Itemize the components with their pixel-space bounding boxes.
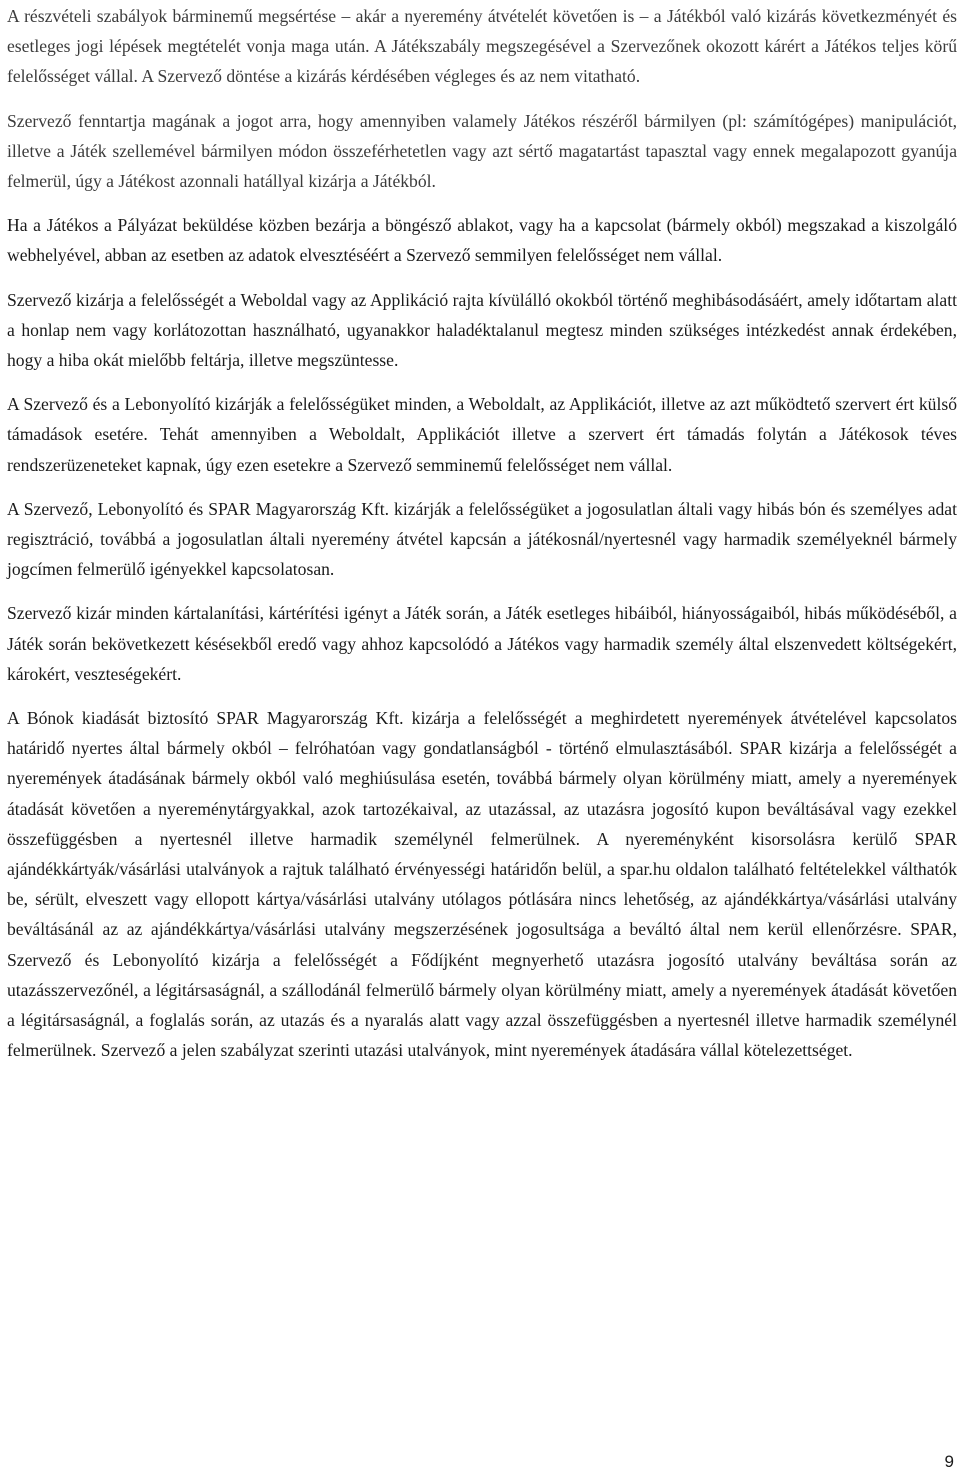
paragraph-browser-close: Ha a Játékos a Pályázat beküldése közben bezárja a böngésző ablakot, vagy ha a kapcsolat (bármely okból) megszakad a kiszolgáló webhelyével, abban az esetben az adatok elvesztéséért a Szervező semmilyen felelősséget nem vállal. — [7, 215, 957, 266]
paragraph-external-attacks: A Szervező és a Lebonyolító kizárják a felelősségüket minden, a Weboldalt, az Applikációt, illetve az azt működtető szervert ért külső támadások esetére. Tehát amennyiben a Weboldalt, Applikációt illetve a szervert ért támadás folytán a Játékosok téves rendszerüzeneteket kapnak, úgy ezen esetekre a Szervező semminemű felelősséget nem vállal. — [7, 394, 957, 475]
paragraph-website-failure: Szervező kizárja a felelősségét a Weboldal vagy az Applikáció rajta kívülálló okokból történő meghibásodásáért, amely időtartam alatt a honlap nem vagy korlátozottan használható, ugyanakkor haladéktalanul megtesz minden szükséges intézkedést annak érdekében, hogy a hiba okát mielőbb feltárja, illetve megszüntesse. — [7, 289, 957, 371]
document-page — [7, 1, 957, 1080]
paragraph-exclusion-rules: A részvételi szabályok bárminemű megsértése – akár a nyeremény átvételét követően is – a Játékból való kizárás következményét és esetleges jogi lépések megtételét vonja maga után. A Játékszabály megszegésével a Szervezőnek okozott kárért a Játékos teljes körű felelősséget vállal. A Szervező döntése a kizárás kérdésében végleges és az nem vitatható. — [7, 6, 957, 87]
page-number: 9 — [944, 1452, 954, 1471]
paragraph-spar-liability: A Bónok kiadását biztosító SPAR Magyarország Kft. kizárja a felelősségét a meghirdetett nyeremények átvételével kapcsolatos határidő nyertes által bármely okból – felróhatóan vagy gondatlanságból - történő elmulasztásából. SPAR kizárja a felelősségét a nyeremények átadásának bármely okból való meghiúsulása esetén, továbbá bármely olyan körülmény miatt, amely a nyeremények átadását követően a nyereménytárgyakkal, azok tartozékaival, az utazással, az utazásra jogosító kupon beváltásával vagy ezekkel összefüggésben a nyertesnél illetve harmadik személynél felmerülnek. A nyereményként kisorsolásra kerülő SPAR ajándékkártyák/vásárlási utalványok a rajtuk található érvényességi határidőn belül, a spar.hu oldalon található feltételekkel válthatók be, sérült, elveszett vagy ellopott kártya/vásárlási utalvány utólagos pótlására nincs lehetőség, az ajándékkártya/vásárlási utalvány beváltásánál az az ajándékkártya/vásárlási utalvány megszerzésének jogosultsága a beváltó által nem kerül ellenőrzésre. SPAR, Szervező és Lebonyolító kizárja a felelősségét a Fődíjként megnyerhető utazásra jogosító utalvány beváltása során az utazásszervezőnél, a légitársaságnál, a szállodánál felmerülő bármely olyan körülmény miatt, amely a nyeremények átadását követően a légitársaságnál, a foglalás során, az utazás és a nyaralás alatt vagy azzal összefüggésben a nyertesnél illetve harmadik személynél felmerülnek. Szervező a jelen szabályzat szerinti utazási utalványok, mint nyeremények átadására vállal kötelezettséget. — [7, 708, 957, 1061]
paragraph-compensation-claims: Szervező kizár minden kártalanítási, kártérítési igényt a Játék során, a Játék esetleges hibáiból, hiányosságaiból, hibás működéséből, a Játék során bekövetkezett késésekből eredő vagy ahhoz kapcsolódó a Játékos vagy harmadik személy által elszenvedett költségekért, károkért, veszteségekért. — [7, 603, 957, 684]
paragraph-unauthorized-registration: A Szervező, Lebonyolító és SPAR Magyarország Kft. kizárják a felelősségüket a jogosulatlan általi vagy hibás bón és személyes adat regisztráció, továbbá a jogosulatlan általi nyeremény átvétel kapcsán a játékosnál/nyertesnél vagy harmadik személyeknél bármely jogcímen felmerülő igényekkel kapcsolatosan. — [7, 498, 957, 580]
paragraph-manipulation: Szervező fenntartja magának a jogot arra, hogy amennyiben valamely Játékos részéről bármilyen (pl: számítógépes) manipulációt, illetve a Játék szellemével bármilyen módon összeférhetetlen vagy azt sértő magatartást tapasztal vagy ennek megalapozott gyanúja felmerül, úgy a Játékost azonnali hatállyal kizárja a Játékból. — [7, 110, 957, 192]
